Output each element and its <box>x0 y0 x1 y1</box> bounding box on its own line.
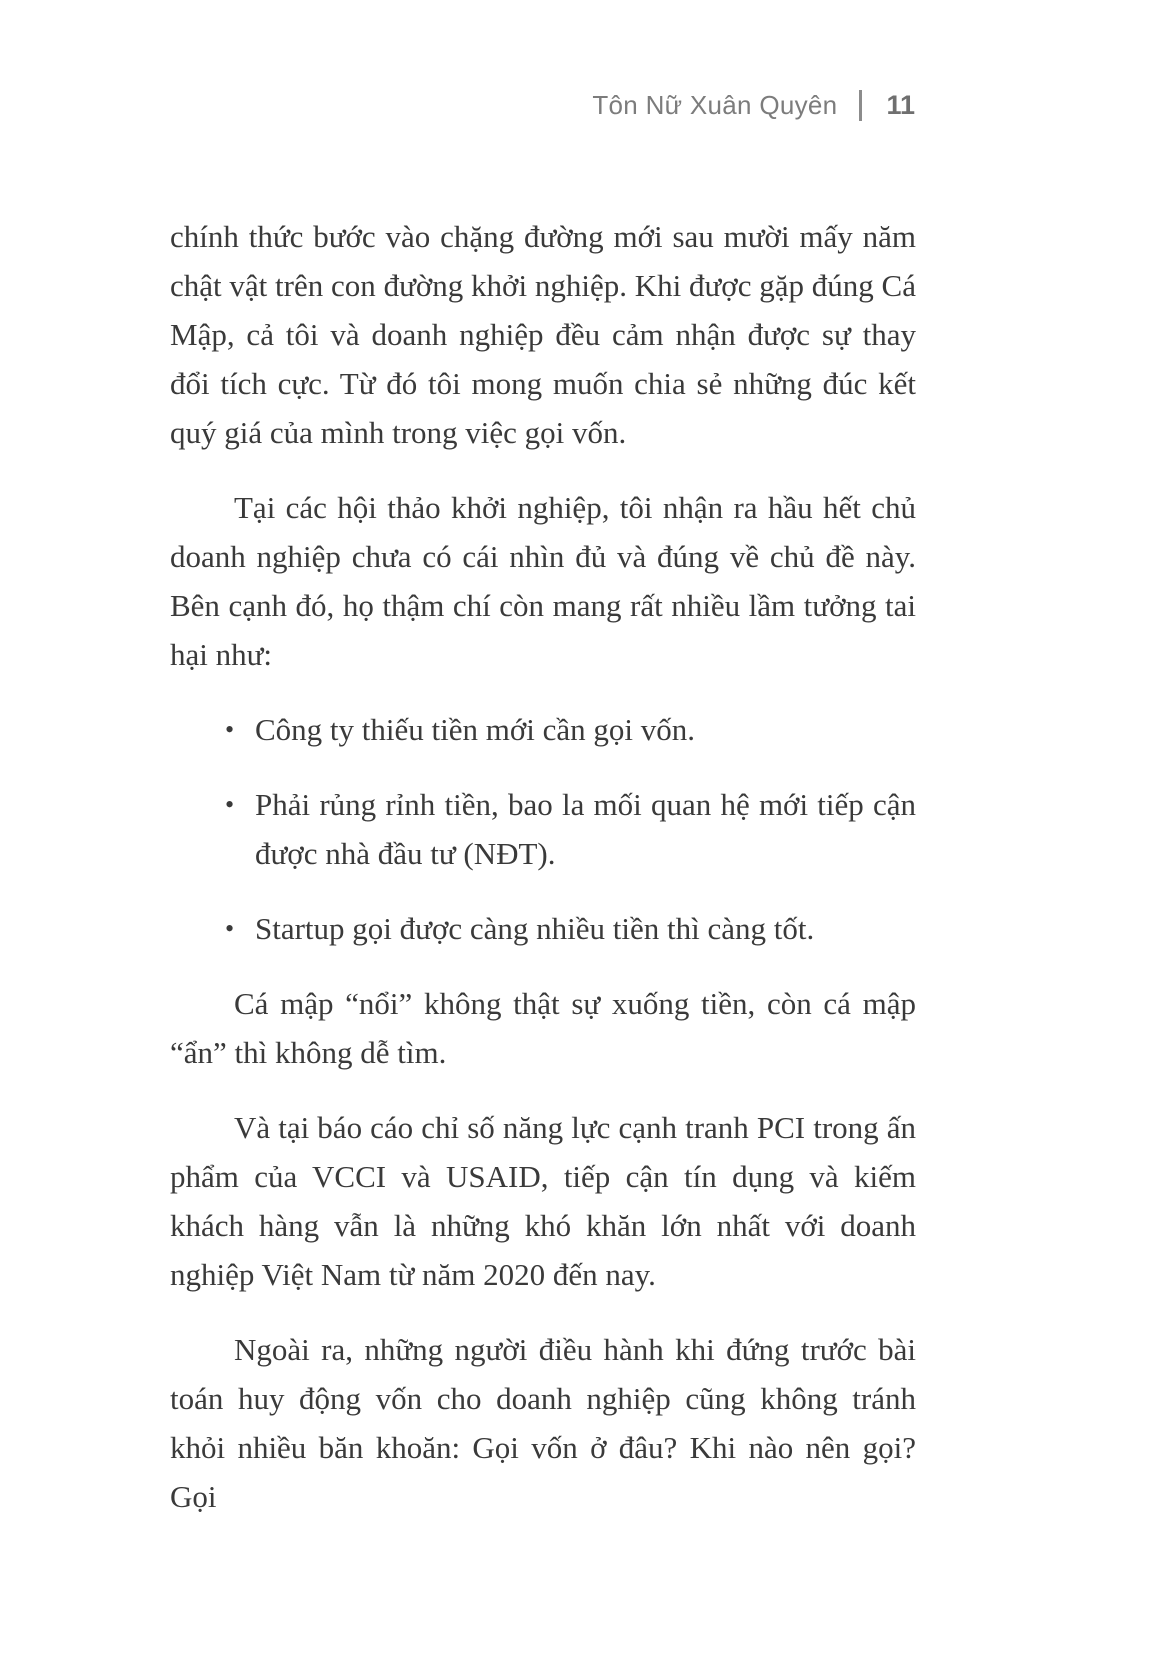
paragraph: Cá mập “nổi” không thật sự xuống tiền, còn cá mập “ẩn” thì không dễ tìm. <box>170 986 916 1070</box>
paragraph-continuation: chính thức bước vào chặng đường mới sau mười mấy năm chật vật trên con đường khởi nghiệp. Khi được gặp đúng Cá Mập, cả tôi và doanh nghiệp đều cảm nhận được sự thay đổi tích cực. Từ đó tôi mong muốn chia sẻ những đúc kết quý giá của mình trong việc gọi vốn. <box>170 219 916 450</box>
bullet-item-text: Phải rủng rỉnh tiền, bao la mối quan hệ mới tiếp cận được nhà đầu tư (NĐT). <box>255 787 916 871</box>
bullet-item-text: Startup gọi được càng nhiều tiền thì càng tốt. <box>255 911 815 946</box>
paragraph: Tại các hội thảo khởi nghiệp, tôi nhận ra hầu hết chủ doanh nghiệp chưa có cái nhìn đủ và đúng về chủ đề này. Bên cạnh đó, họ thậm chí còn mang rất nhiều lầm tưởng tai hại như: <box>170 490 916 672</box>
page-number: 11 <box>886 90 915 120</box>
bullet-item <box>225 904 916 953</box>
paragraph: Và tại báo cáo chỉ số năng lực cạnh tranh PCI trong ấn phẩm của VCCI và USAID, tiếp cận tín dụng và kiếm khách hàng vẫn là những khó khăn lớn nhất với doanh nghiệp Việt Nam từ năm 2020 đến nay. <box>170 1110 916 1292</box>
paragraph: Ngoài ra, những người điều hành khi đứng trước bài toán huy động vốn cho doanh nghiệp cũng không tránh khỏi nhiều băn khoăn: Gọi vốn ở đâu? Khi nào nên gọi? Gọi <box>170 1332 916 1514</box>
bullet-icon: • <box>225 914 235 943</box>
bullet-item <box>225 705 916 754</box>
running-head <box>592 90 915 121</box>
page-body-text <box>170 212 916 1547</box>
running-head-author: Tôn Nữ Xuân Quyên <box>592 90 838 120</box>
bullet-item-text: Công ty thiếu tiền mới cần gọi vốn. <box>255 712 696 747</box>
header-divider-bar <box>859 90 862 121</box>
bullet-icon: • <box>225 715 235 744</box>
bullet-icon: • <box>225 790 235 819</box>
bullet-list <box>170 705 916 953</box>
bullet-item <box>225 780 916 878</box>
